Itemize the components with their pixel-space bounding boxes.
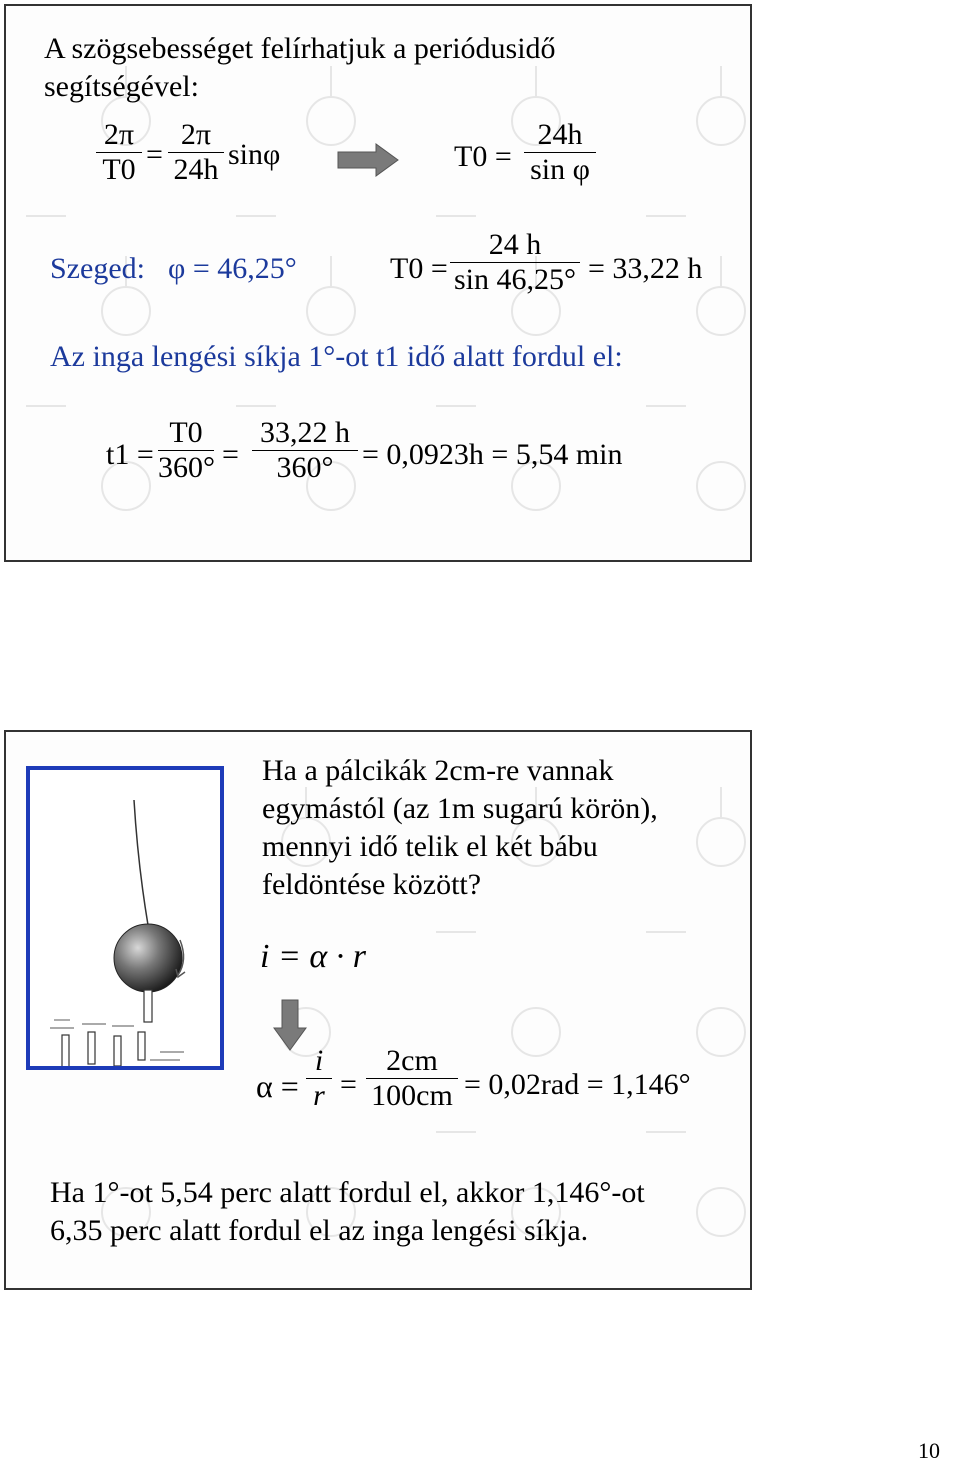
eq1-mid-fraction <box>168 118 224 187</box>
eq1-lhs-denominator: T0 <box>96 152 142 187</box>
eq1-mid-numerator: 2π <box>180 118 212 151</box>
eq4-result: = 0,0923h = 5,54 min <box>362 438 623 471</box>
eq-alpha-f2-numerator: 2cm <box>386 1044 438 1077</box>
eq-alpha-result: = 0,02rad = 1,146° <box>464 1068 691 1101</box>
eq2-lhs: T0 = <box>454 140 512 173</box>
eq4-lhs: t1 = <box>106 438 154 471</box>
eq-alpha-lhs: α = <box>256 1068 299 1104</box>
szeged-latitude: φ = 46,25° <box>168 252 297 285</box>
eq4-f2-denominator: 360° <box>252 450 358 485</box>
eq-alpha-f2-denominator: 100cm <box>366 1078 458 1113</box>
szeged-label: Szeged: <box>50 252 145 285</box>
rotation-statement: Az inga lengési síkja 1°-ot t1 idő alatt fordul el: <box>50 340 623 373</box>
intro-line-1: A szögsebességet felírhatjuk a periódusidő <box>44 32 556 65</box>
eq3-fraction <box>450 228 580 297</box>
conclusion-line-2: 6,35 perc alatt fordul el az inga lengési síkja. <box>50 1214 589 1247</box>
eq2-fraction <box>524 118 596 187</box>
page-number: 10 <box>918 1438 940 1463</box>
arc-length-equation: i = α · r <box>260 938 366 975</box>
eq1-lhs-numerator: 2π <box>103 118 135 151</box>
eq2-denominator: sin φ <box>524 152 596 187</box>
eq1-equals: = <box>146 138 163 171</box>
question-line-3: mennyi idő telik el két bábu <box>262 830 598 863</box>
eq-alpha-fraction-2 <box>366 1044 458 1113</box>
intro-line-2: segítségével: <box>44 70 199 103</box>
eq4-f1-numerator: T0 <box>169 416 203 449</box>
eq4-f2-numerator: 33,22 h <box>260 416 350 449</box>
pendulum-figure <box>26 766 224 1070</box>
conclusion-line-1: Ha 1°-ot 5,54 perc alatt fordul el, akkor 1,146°-ot <box>50 1176 645 1209</box>
implies-arrow-icon <box>336 142 400 178</box>
eq4-equals: = <box>222 438 239 471</box>
question-line-1: Ha a pálcikák 2cm-re vannak <box>262 754 614 787</box>
slide-top <box>4 4 752 562</box>
question-line-2: egymástól (az 1m sugarú körön), <box>262 792 658 825</box>
pendulum-illustration <box>30 770 220 1066</box>
eq-alpha-fraction-1 <box>306 1044 332 1113</box>
eq3-result: = 33,22 h <box>588 252 703 285</box>
eq3-numerator: 24 h <box>488 228 542 261</box>
eq-alpha-f1-denominator: r <box>306 1078 332 1113</box>
eq-alpha-f1-numerator: i <box>314 1044 324 1077</box>
eq4-fraction-1 <box>158 416 214 485</box>
eq4-f1-denominator: 360° <box>158 451 215 484</box>
eq3-denominator: sin 46,25° <box>450 262 580 297</box>
eq-alpha-equals: = <box>340 1068 357 1101</box>
slide-bottom <box>4 730 752 1290</box>
eq1-mid-denominator: 24h <box>168 152 224 187</box>
eq1-sin-phi: sinφ <box>228 138 281 171</box>
eq4-fraction-2 <box>252 416 358 485</box>
eq1-lhs-fraction <box>96 118 142 187</box>
eq2-numerator: 24h <box>537 118 583 151</box>
eq3-lhs: T0 = <box>390 252 448 285</box>
down-arrow-icon <box>272 998 308 1052</box>
question-line-4: feldöntése között? <box>262 868 482 901</box>
